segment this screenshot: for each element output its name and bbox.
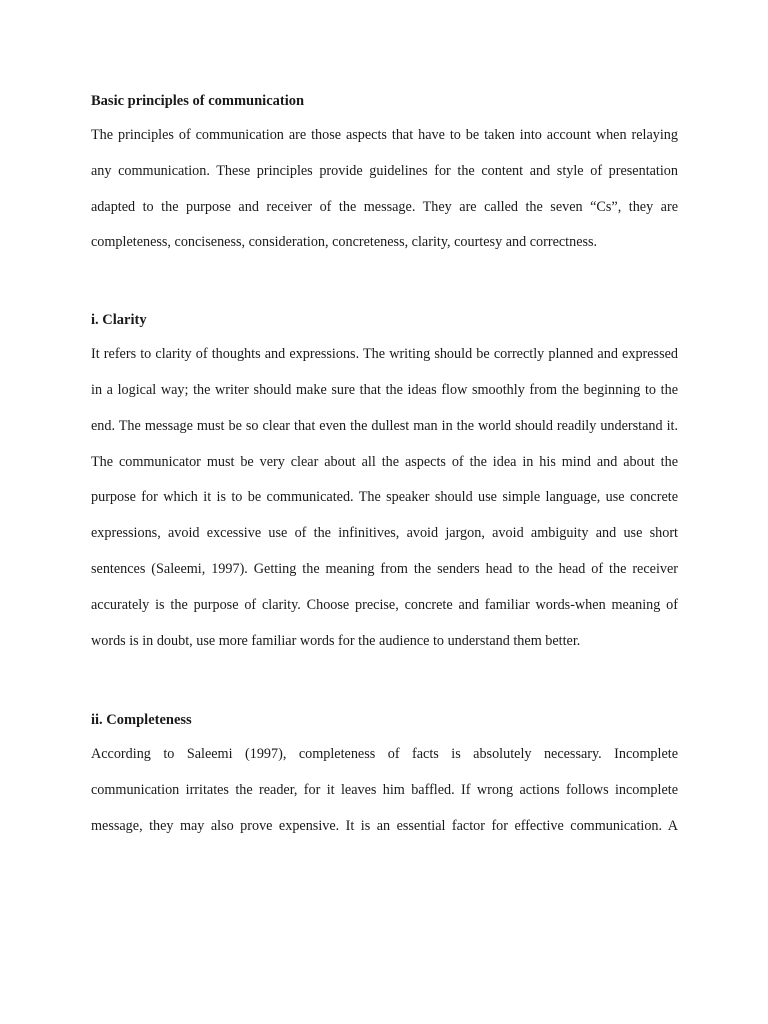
document-body <box>91 88 678 845</box>
section-heading: Basic principles of communication <box>91 93 305 109</box>
section-paragraph: It refers to clarity of thoughts and expressions. The writing should be correctly planned and expressed in a logical way; the writer should make sure that the ideas flow smoothly from the beginning to the end. The message must be so clear that even the dullest man in the world should readily understand it. The communicator must be very clear about all the aspects of the idea in his mind and about the purpose for which it is to be communicated. The speaker should use simple language, use concrete expressions, avoid excessive use of the infinitives, avoid jargon, avoid ambiguity and use short sentences (Saleemi, 1997). Getting the meaning from the senders head to the head of the receiver accurately is the purpose of clarity. Choose precise, concrete and familiar words-when meaning of words is in doubt, use more familiar words for the audience to understand them better. <box>91 346 678 649</box>
section-completeness <box>91 707 678 844</box>
section-paragraph: According to Saleemi (1997), completeness of facts is absolutely necessary. Incomplete communication irritates the reader, for it leaves him baffled. If wrong actions follows incomplete message, they may also prove expensive. It is an essential factor for effective communication. A <box>91 746 678 834</box>
section-basic-principles <box>91 88 678 261</box>
section-heading: i. Clarity <box>91 312 147 329</box>
section-heading: ii. Completeness <box>91 712 192 729</box>
section-paragraph: The principles of communication are those aspects that have to be taken into account when relaying any communication. These principles provide guidelines for the content and style of presentation adapted to the purpose and receiver of the message. They are called the seven “Cs”, they are completeness, conciseness, consideration, concreteness, clarity, courtesy and correctness. <box>91 127 678 251</box>
section-clarity <box>91 307 678 659</box>
